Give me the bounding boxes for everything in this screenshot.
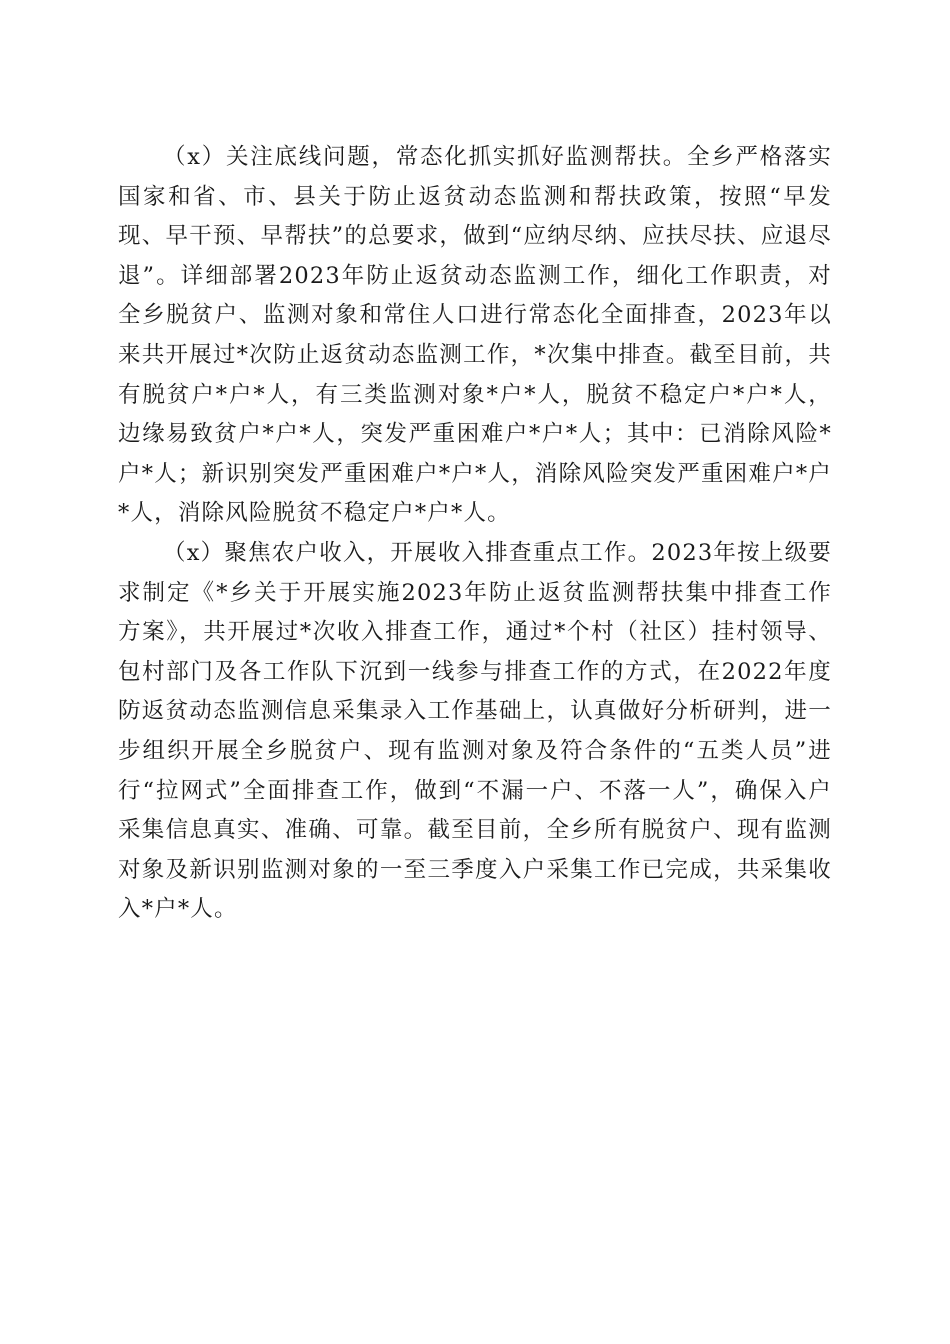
paragraph-monitoring-assistance: （x）关注底线问题，常态化抓实抓好监测帮扶。全乡严格落实国家和省、市、县关于防止返贫动态监测和帮扶政策，按照“早发现、早干预、早帮扶”的总要求，做到“应纳尽纳、应扶尽扶、应退尽退”。详细部署2023年防止返贫动态监测工作，细化工作职责，对全乡脱贫户、监测对象和常住人口进行常态化全面排查，2023年以来共开展过*次防止返贫动态监测工作，*次集中排查。截至目前，共有脱贫户*户*人，有三类监测对象*户*人，脱贫不稳定户*户*人，边缘易致贫户*户*人，突发严重困难户*户*人；其中：已消除风险*户*人；新识别突发严重困难户*户*人，消除风险突发严重困难户*户*人，消除风险脱贫不稳定户*户*人。 bbox=[118, 144, 832, 527]
document-body bbox=[118, 138, 832, 930]
paragraph-income-investigation: （x）聚焦农户收入，开展收入排查重点工作。2023年按上级要求制定《*乡关于开展实施2023年防止返贫监测帮扶集中排查工作方案》，共开展过*次收入排查工作，通过*个村（社区）挂村领导、包村部门及各工作队下沉到一线参与排查工作的方式，在2022年度防返贫动态监测信息采集录入工作基础上，认真做好分析研判，进一步组织开展全乡脱贫户、现有监测对象及符合条件的“五类人员”进行“拉网式”全面排查工作，做到“不漏一户、不落一人”，确保入户采集信息真实、准确、可靠。截至目前，全乡所有脱贫户、现有监测对象及新识别监测对象的一至三季度入户采集工作已完成，共采集收入*户*人。 bbox=[118, 539, 832, 923]
